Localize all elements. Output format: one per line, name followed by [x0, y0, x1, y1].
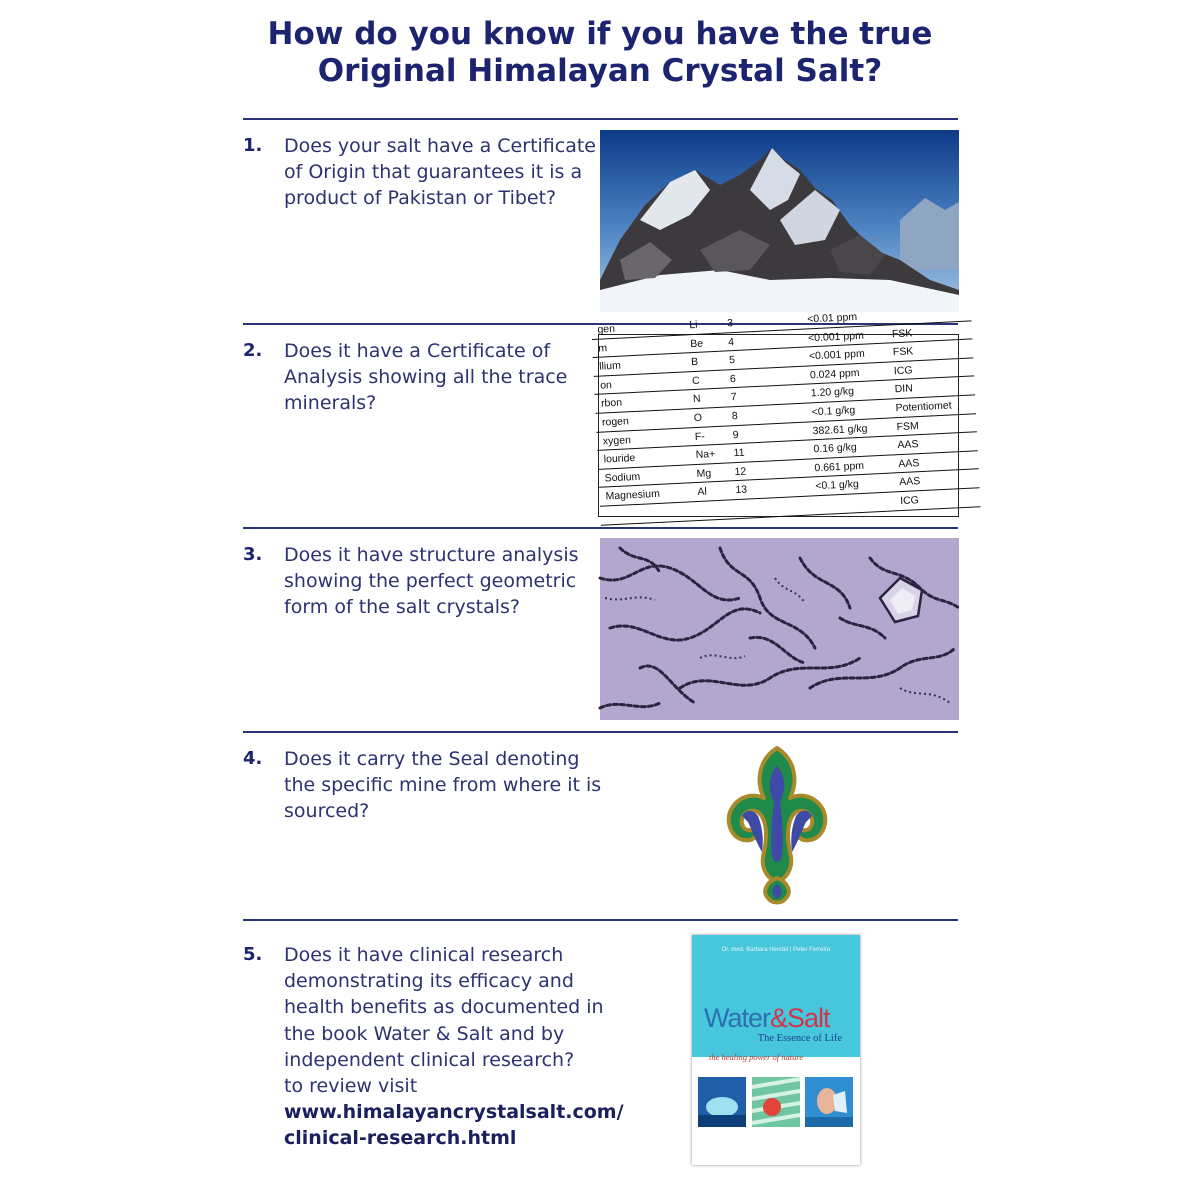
table-cell: llium	[598, 359, 622, 373]
table-cell: FSM	[896, 419, 919, 433]
title-line-1: How do you know if you have the true	[267, 16, 933, 52]
salt-crystal-microscope-photo	[600, 538, 959, 720]
book-tagline: the healing power of nature	[709, 1052, 804, 1062]
table-cell: 0.661 ppm	[814, 459, 865, 475]
table-cell: FSK	[892, 345, 914, 359]
page-title	[0, 16, 1200, 90]
divider	[243, 731, 958, 733]
table-cell: 6	[729, 372, 737, 386]
table-cell: rbon	[600, 396, 623, 410]
table-cell: 11	[733, 446, 745, 460]
table-cell: rogen	[601, 415, 630, 429]
question-number: 1.	[243, 135, 263, 156]
book-title	[704, 1003, 830, 1034]
question-body: Does it have clinical research demonstrating its efficacy and health benefits as documented in the book Water & Salt and by independent clinical research?	[284, 944, 604, 1071]
table-cell: Li	[689, 318, 698, 332]
table-cell: Potentiomet	[895, 399, 952, 415]
question-text: Does it carry the Seal denoting the specific mine from where it is sourced?	[284, 748, 602, 823]
table-cell: F-	[694, 430, 705, 443]
book-photo-crystal	[752, 1077, 800, 1127]
question-text: Does your salt have a Certificate of Origin that guarantees it is a product of Pakistan or Tibet?	[284, 135, 596, 210]
table-cell: 3	[726, 317, 734, 330]
mine-seal-emblem	[692, 742, 862, 908]
question-number: 5.	[243, 944, 263, 965]
question-number: 2.	[243, 340, 263, 361]
book-subtitle: The Essence of Life	[757, 1033, 842, 1044]
table-cell: 382.61 g/kg	[812, 422, 868, 437]
table-cell: AAS	[898, 475, 921, 489]
review-label: to review visit	[284, 1075, 418, 1098]
table-cell: louride	[603, 452, 636, 466]
table-cell: m	[598, 341, 608, 355]
question-text: Does it have a Certificate of Analysis showing all the trace minerals?	[284, 340, 568, 415]
divider	[243, 919, 958, 921]
table-cell: 7	[730, 391, 738, 404]
table-cell: Al	[697, 485, 708, 499]
book-title-water: Water	[704, 1003, 771, 1033]
question-number: 4.	[243, 748, 263, 769]
table-cell: <0.1 g/kg	[815, 478, 860, 493]
book-photo-person-drinking	[805, 1077, 853, 1127]
research-link-line-1[interactable]: www.himalayancrystalsalt.com/	[284, 1101, 624, 1124]
water-and-salt-book-cover	[692, 935, 860, 1165]
table-cell: Sodium	[604, 470, 641, 485]
divider	[243, 527, 958, 529]
divider	[243, 118, 958, 120]
table-cell: xygen	[602, 433, 632, 448]
table-cell: Be	[689, 337, 704, 350]
table-cell: Na+	[695, 448, 716, 462]
question-number: 3.	[243, 544, 263, 565]
table-cell: AAS	[898, 456, 920, 470]
table-cell: 12	[734, 465, 747, 478]
table-cell: 5	[728, 354, 736, 367]
research-link-line-2[interactable]: clinical-research.html	[284, 1127, 517, 1150]
table-cell: 0.024 ppm	[809, 366, 860, 382]
book-authors: Dr. med. Barbara Hendel | Peter Ferreira	[721, 947, 831, 953]
question-text	[284, 942, 624, 1152]
table-cell: on	[599, 378, 613, 392]
table-cell: Mg	[696, 467, 712, 480]
table-cell: <0.01 ppm	[806, 311, 858, 326]
table-cell: N	[692, 393, 701, 406]
table-cell: 4	[727, 335, 735, 348]
table-cell: 13	[735, 483, 748, 497]
table-cell: <0.001 ppm	[807, 329, 865, 345]
table-cell: 8	[731, 409, 738, 423]
book-photo-water	[698, 1077, 746, 1127]
table-cell: <0.1 g/kg	[811, 404, 856, 419]
table-cell: B	[690, 356, 699, 369]
research-link[interactable]	[284, 1101, 624, 1149]
table-cell: C	[691, 374, 700, 387]
question-text: Does it have structure analysis showing the perfect geometric form of the salt crystals?	[284, 544, 579, 619]
table-cell: 1.20 g/kg	[810, 385, 855, 400]
table-cell: O	[693, 411, 703, 425]
mountain-photo	[600, 130, 959, 312]
table-cell: ICG	[899, 494, 920, 508]
table-cell: gen	[597, 322, 616, 336]
table-cell: AAS	[897, 438, 919, 452]
table-cell: FSK	[891, 326, 913, 340]
table-cell: Magnesium	[605, 488, 661, 503]
book-title-salt: &Salt	[770, 1003, 830, 1033]
table-cell: ICG	[893, 364, 913, 378]
table-cell: 9	[732, 428, 739, 441]
title-line-2: Original Himalayan Crystal Salt?	[317, 53, 883, 89]
table-cell: DIN	[894, 382, 914, 396]
certificate-of-analysis-table	[597, 311, 959, 517]
table-cell: <0.001 ppm	[808, 347, 865, 363]
table-cell: 0.16 g/kg	[813, 441, 857, 456]
